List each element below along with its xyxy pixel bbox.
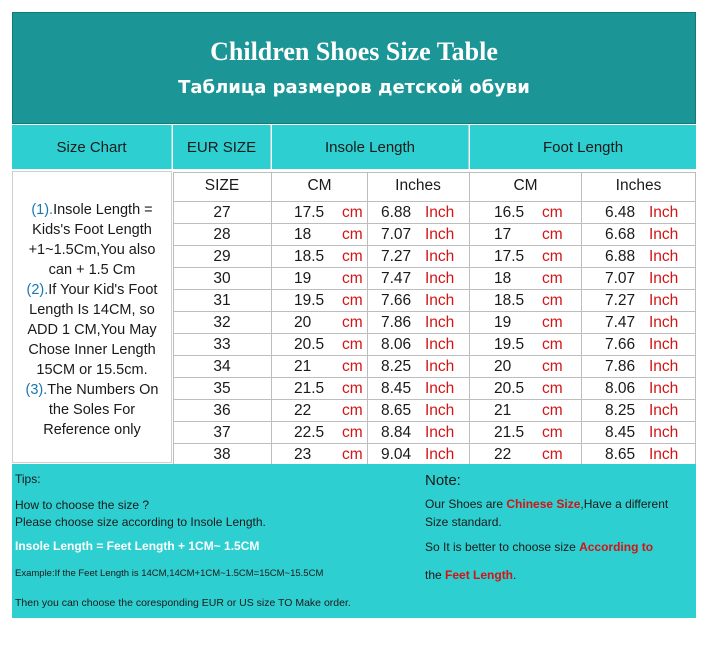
foot-inch-unit: Inch xyxy=(649,314,679,331)
insole-cm-value: 18.5 xyxy=(294,248,325,265)
foot-cm-unit: cm xyxy=(542,402,563,419)
insole-inch-value: 8.65 xyxy=(381,402,412,419)
note-label: Note: xyxy=(425,472,461,489)
header-size-chart: Size Chart xyxy=(12,125,172,169)
insole-cm-unit: cm xyxy=(342,424,363,441)
insole-inch-value: 7.66 xyxy=(381,292,412,309)
insole-cm-unit: cm xyxy=(342,204,363,221)
foot-cm-value: 22 xyxy=(494,446,512,463)
eur-size-cell: 32 xyxy=(213,314,231,331)
insole-inch-value: 8.25 xyxy=(381,358,412,375)
note-number-2: (2). xyxy=(26,282,49,298)
insole-inch-value: 7.86 xyxy=(381,314,412,331)
insole-inch-value: 7.07 xyxy=(381,226,412,243)
insole-inch-unit: Inch xyxy=(425,226,455,243)
note-number-1: (1). xyxy=(31,202,54,218)
header-eur-size: EUR SIZE xyxy=(173,125,271,169)
insole-inch-value: 7.27 xyxy=(381,248,412,265)
note-line-1c: ,Have a different xyxy=(580,497,669,511)
page-subtitle: Таблица размеров детской обуви xyxy=(178,77,530,98)
insole-cm-unit: cm xyxy=(342,358,363,375)
foot-cm-value: 19 xyxy=(494,314,512,331)
foot-cm-unit: cm xyxy=(542,358,563,375)
subheader-foot-inches: Inches xyxy=(615,177,662,194)
note-text-1: Insole Length = Kids's Foot Length +1~1.5Cm,You also can + 1.5 Cm xyxy=(28,202,156,278)
foot-inch-unit: Inch xyxy=(649,446,679,463)
foot-inch-value: 7.07 xyxy=(605,270,636,287)
note-line-1 xyxy=(425,497,668,511)
note-line-3a: So It is better to choose size xyxy=(425,540,580,554)
size-advice-note xyxy=(12,171,172,463)
eur-size-cell: 27 xyxy=(213,204,231,221)
note-according-to: According to xyxy=(579,540,654,554)
note-line-4a: the xyxy=(425,568,446,582)
foot-cm-unit: cm xyxy=(542,424,563,441)
foot-cm-unit: cm xyxy=(542,380,563,397)
foot-cm-unit: cm xyxy=(542,292,563,309)
foot-cm-value: 17.5 xyxy=(494,248,525,265)
eur-size-cell: 38 xyxy=(213,446,231,463)
foot-cm-unit: cm xyxy=(542,314,563,331)
foot-cm-unit: cm xyxy=(542,204,563,221)
foot-inch-unit: Inch xyxy=(649,336,679,353)
insole-inch-unit: Inch xyxy=(425,270,455,287)
note-text-2: If Your Kid's Foot Length Is 14CM, so ADD 1 CM,You May Chose Inner Length 15CM or 15.5cm. xyxy=(27,282,158,378)
page-title: Children Shoes Size Table xyxy=(210,37,498,66)
foot-inch-value: 8.45 xyxy=(605,424,636,441)
insole-cm-value: 17.5 xyxy=(294,204,325,221)
foot-cm-unit: cm xyxy=(542,248,563,265)
eur-size-cell: 33 xyxy=(213,336,231,353)
foot-cm-unit: cm xyxy=(542,226,563,243)
foot-inch-value: 7.27 xyxy=(605,292,636,309)
insole-inch-value: 9.04 xyxy=(381,446,412,463)
note-number-3: (3). xyxy=(25,382,48,398)
insole-cm-unit: cm xyxy=(342,292,363,309)
eur-size-cell: 35 xyxy=(213,380,231,397)
note-line-3 xyxy=(425,540,653,554)
foot-cm-value: 18.5 xyxy=(494,292,525,309)
header-insole-length: Insole Length xyxy=(272,125,469,169)
foot-inch-value: 8.06 xyxy=(605,380,636,397)
insole-cm-value: 21.5 xyxy=(294,380,325,397)
foot-inch-value: 8.65 xyxy=(605,446,636,463)
tips-label: Tips: xyxy=(15,472,41,486)
insole-cm-unit: cm xyxy=(342,270,363,287)
insole-inch-value: 6.88 xyxy=(381,204,412,221)
insole-cm-value: 23 xyxy=(294,446,312,463)
insole-inch-unit: Inch xyxy=(425,336,455,353)
grid-line-col xyxy=(581,172,582,466)
header-foot-length: Foot Length xyxy=(470,125,696,169)
insole-inch-unit: Inch xyxy=(425,446,455,463)
foot-inch-unit: Inch xyxy=(649,248,679,265)
foot-inch-value: 6.68 xyxy=(605,226,636,243)
grid-line-top xyxy=(173,172,696,173)
foot-cm-value: 17 xyxy=(494,226,512,243)
foot-cm-unit: cm xyxy=(542,446,563,463)
insole-cm-value: 22.5 xyxy=(294,424,325,441)
insole-cm-value: 20 xyxy=(294,314,312,331)
note-chinese-size: Chinese Size xyxy=(506,497,581,511)
subheader-size: SIZE xyxy=(204,177,240,194)
grid-line-col xyxy=(469,172,470,466)
foot-inch-value: 8.25 xyxy=(605,402,636,419)
tips-please: Please choose size according to Insole Length. xyxy=(15,515,266,529)
insole-inch-value: 8.84 xyxy=(381,424,412,441)
title-banner xyxy=(12,12,696,124)
insole-inch-unit: Inch xyxy=(425,314,455,331)
foot-inch-value: 7.47 xyxy=(605,314,636,331)
insole-cm-unit: cm xyxy=(342,226,363,243)
tips-how: How to choose the size ? xyxy=(15,498,150,512)
tips-panel xyxy=(12,464,696,618)
insole-cm-unit: cm xyxy=(342,380,363,397)
insole-inch-value: 8.06 xyxy=(381,336,412,353)
tips-then: Then you can choose the coresponding EUR or US size TO Make order. xyxy=(15,597,351,609)
eur-size-cell: 36 xyxy=(213,402,231,419)
insole-cm-unit: cm xyxy=(342,336,363,353)
note-line-4 xyxy=(425,568,516,582)
foot-cm-value: 19.5 xyxy=(494,336,525,353)
subheader-insole-cm: CM xyxy=(307,177,332,194)
foot-inch-value: 7.86 xyxy=(605,358,636,375)
foot-inch-unit: Inch xyxy=(649,292,679,309)
insole-inch-unit: Inch xyxy=(425,248,455,265)
tips-formula: Insole Length = Feet Length + 1CM~ 1.5CM xyxy=(15,539,260,553)
insole-inch-value: 7.47 xyxy=(381,270,412,287)
subheader-foot-cm: CM xyxy=(513,177,538,194)
foot-inch-unit: Inch xyxy=(649,424,679,441)
insole-inch-unit: Inch xyxy=(425,424,455,441)
foot-cm-value: 21 xyxy=(494,402,512,419)
foot-inch-value: 6.48 xyxy=(605,204,636,221)
grid-line-col xyxy=(367,172,368,466)
insole-cm-unit: cm xyxy=(342,314,363,331)
foot-inch-value: 7.66 xyxy=(605,336,636,353)
eur-size-cell: 30 xyxy=(213,270,231,287)
insole-inch-unit: Inch xyxy=(425,358,455,375)
insole-inch-unit: Inch xyxy=(425,204,455,221)
insole-inch-unit: Inch xyxy=(425,380,455,397)
insole-inch-value: 8.45 xyxy=(381,380,412,397)
eur-size-cell: 34 xyxy=(213,358,231,375)
foot-inch-unit: Inch xyxy=(649,270,679,287)
insole-cm-value: 22 xyxy=(294,402,312,419)
insole-cm-unit: cm xyxy=(342,446,363,463)
foot-cm-value: 21.5 xyxy=(494,424,525,441)
foot-inch-unit: Inch xyxy=(649,226,679,243)
eur-size-cell: 28 xyxy=(213,226,231,243)
insole-cm-unit: cm xyxy=(342,402,363,419)
note-line-4c: . xyxy=(513,568,517,582)
eur-size-cell: 29 xyxy=(213,248,231,265)
insole-cm-unit: cm xyxy=(342,248,363,265)
grid-line-col xyxy=(271,172,272,466)
insole-inch-unit: Inch xyxy=(425,402,455,419)
grid-line-col xyxy=(695,172,696,466)
foot-cm-value: 20 xyxy=(494,358,512,375)
foot-inch-unit: Inch xyxy=(649,402,679,419)
foot-cm-value: 18 xyxy=(494,270,512,287)
foot-inch-unit: Inch xyxy=(649,204,679,221)
note-line-2: Size standard. xyxy=(425,515,502,529)
tips-example: Example:If the Feet Length is 14CM,14CM+1CM~1.5CM=15CM~15.5CM xyxy=(15,568,324,579)
eur-size-cell: 31 xyxy=(213,292,231,309)
insole-cm-value: 18 xyxy=(294,226,312,243)
note-feet-length: Feet Length xyxy=(445,568,514,582)
insole-inch-unit: Inch xyxy=(425,292,455,309)
foot-cm-unit: cm xyxy=(542,336,563,353)
insole-cm-value: 19 xyxy=(294,270,312,287)
insole-cm-value: 19.5 xyxy=(294,292,325,309)
foot-cm-unit: cm xyxy=(542,270,563,287)
eur-size-cell: 37 xyxy=(213,424,231,441)
foot-inch-value: 6.88 xyxy=(605,248,636,265)
note-text-3: The Numbers On the Soles For Reference only xyxy=(43,382,159,438)
insole-cm-value: 20.5 xyxy=(294,336,325,353)
insole-cm-value: 21 xyxy=(294,358,312,375)
foot-cm-value: 20.5 xyxy=(494,380,525,397)
foot-cm-value: 16.5 xyxy=(494,204,525,221)
subheader-insole-inches: Inches xyxy=(395,177,441,194)
note-line-1a: Our Shoes are xyxy=(425,497,507,511)
foot-inch-unit: Inch xyxy=(649,358,679,375)
foot-inch-unit: Inch xyxy=(649,380,679,397)
